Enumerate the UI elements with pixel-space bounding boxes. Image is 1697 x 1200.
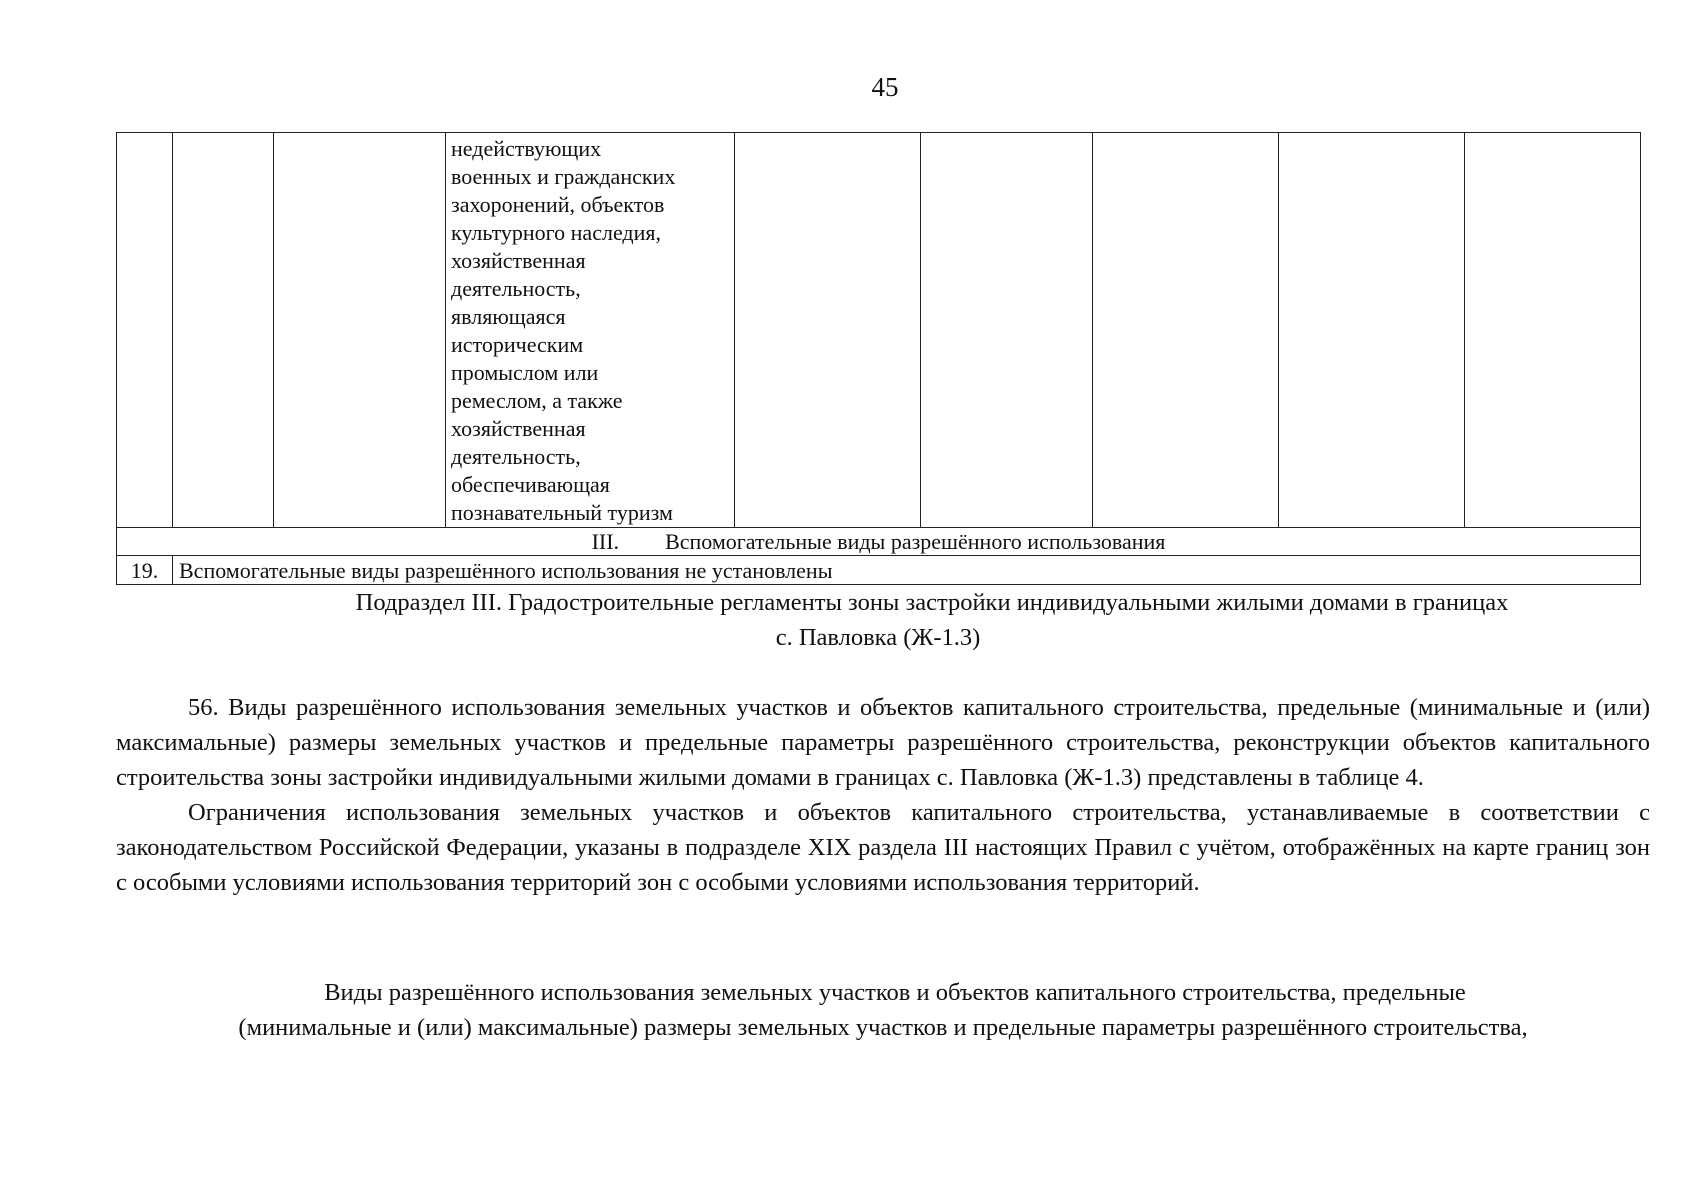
table-cell-number: 19.: [117, 556, 173, 585]
page-number: 45: [871, 72, 899, 102]
body-text: [116, 690, 1650, 900]
table-row: [117, 556, 1641, 585]
table-cell: [1279, 133, 1465, 528]
table-cell: [274, 133, 446, 528]
table-cell: [117, 133, 173, 528]
subsection-heading-line2: с. Павловка (Ж-1.3): [775, 624, 981, 651]
section-title: Вспомогательные виды разрешённого использования: [665, 529, 1166, 554]
table-caption: [116, 975, 1650, 1045]
table-cell: [921, 133, 1093, 528]
table-row: [117, 133, 1641, 528]
paragraph-restrictions: Ограничения использования земельных участков и объектов капитального строительства, устанавливаемые в соответствии с законодательством Российской Федерации, указаны в подразделе XIX раздела III настоящих Правил с учётом, отображённых на карте границ зон с особыми условиями использования территорий зон с особыми условиями использования территорий.: [116, 799, 1650, 896]
table-caption-line2: (минимальные и (или) максимальные) размеры земельных участков и предельные параметры разрешённого строительства,: [238, 1014, 1528, 1041]
paragraph-56: 56. Виды разрешённого использования земельных участков и объектов капитального строительства, предельные (минимальные и (или) максимальные) размеры земельных участков и предельные параметры разрешённого строительства, реконструкции объектов капитального строительства зоны застройки индивидуальными жилыми домами в границах с. Павловка (Ж-1.3) представлены в таблице 4.: [116, 694, 1650, 791]
table-section-cell: [117, 528, 1641, 556]
table-caption-line1: Виды разрешённого использования земельных участков и объектов капитального строительства, предельные: [324, 979, 1466, 1006]
table-cell: [1093, 133, 1279, 528]
subsection-heading: [116, 585, 1640, 655]
section-number: III.: [591, 529, 620, 554]
table-section-row: [117, 528, 1641, 556]
table-cell-description: недействующих военных и гражданских захоронений, объектов культурного наследия, хозяйственная деятельность, являющаяся историческим промыслом или ремеслом, а также хозяйственная деятельность, обеспечивающая познавательный туризм: [446, 133, 735, 528]
table-cell: [735, 133, 921, 528]
table-cell: [173, 133, 274, 528]
table-cell: [1465, 133, 1641, 528]
regulations-table: [116, 132, 1641, 585]
table-cell-text: Вспомогательные виды разрешённого использования не установлены: [173, 556, 1641, 585]
subsection-heading-line1: Подраздел III. Градостроительные регламенты зоны застройки индивидуальными жилыми домами в границах: [355, 589, 1509, 616]
